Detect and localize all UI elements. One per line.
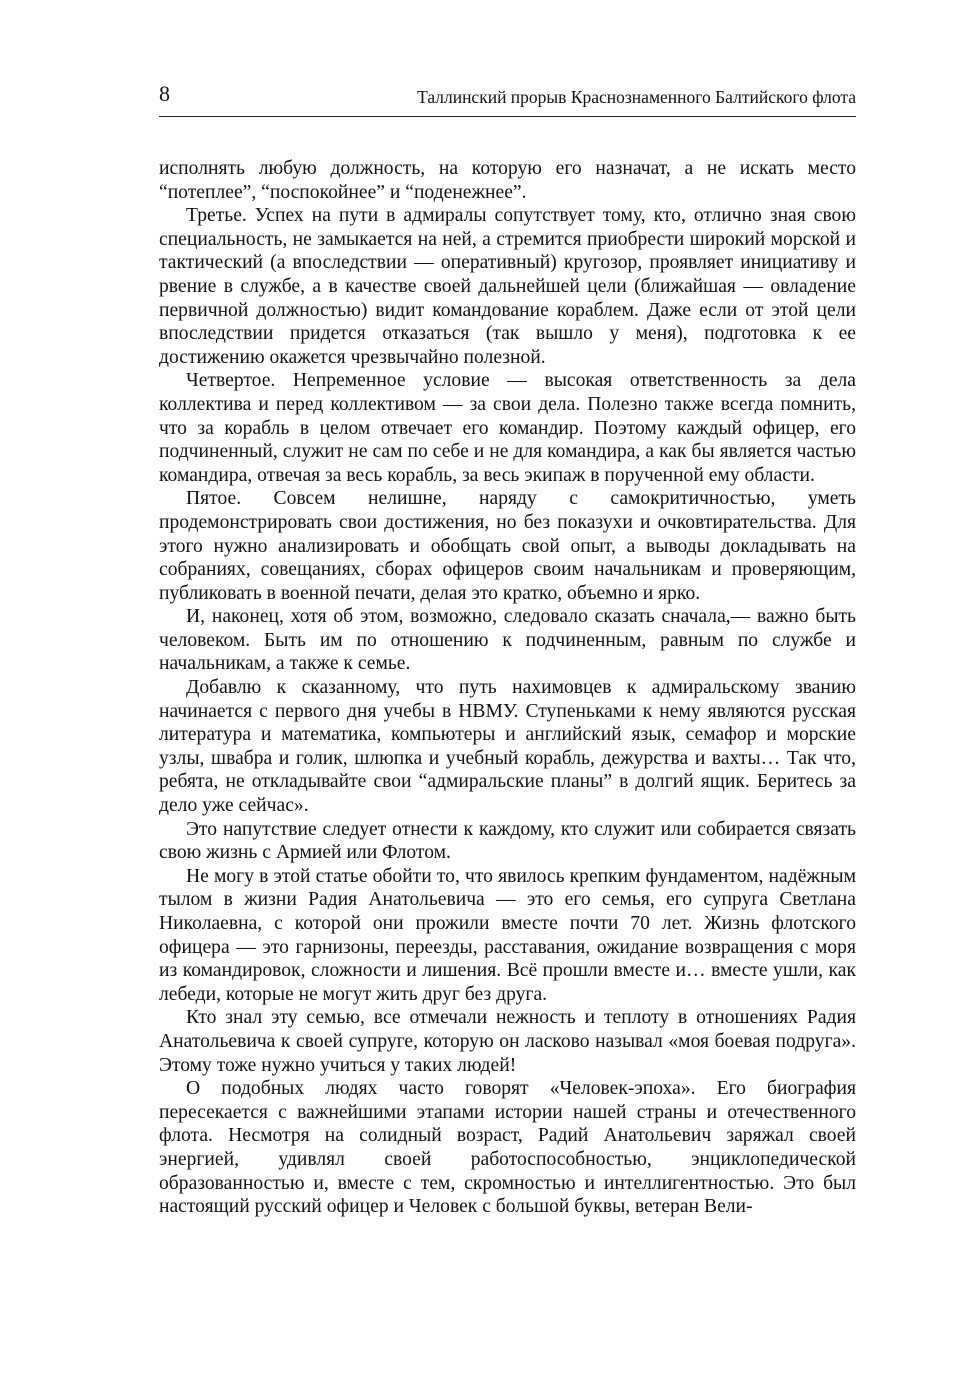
page-number: 8 (159, 81, 170, 106)
body-text (159, 157, 856, 1219)
paragraph: О подобных людях часто говорят «Человек-эпоха». Его биография пересекается с важнейшими этапами истории нашей страны и отечественного флота. Несмотря на солидный возраст, Радий Анатольевич заряжал своей энергией, удивлял своей работоспособностью, энциклопедической образованностью и, вместе с тем, скромностью и интеллигентностью. Это был настоящий русский офицер и Человек с большой буквы, ветеран Вели- (159, 1078, 856, 1218)
running-title: Таллинский прорыв Краснознаменного Балтийского флота (417, 87, 856, 107)
paragraph: Третье. Успех на пути в адмиралы сопутствует тому, кто, отлично зная свою специальность, не замыкается на ней, а стремится приобрести широкий морской и тактический (а впоследствии — оперативный) кругозор, проявляет инициативу и рвение в службе, а в качестве своей дальнейшей цели (ближайшая — овладение первичной должностью) видит командование кораблем. Даже если от этой цели впоследствии придется отказаться (так вышло у меня), подготовка к ее достижению окажется чрезвычайно полезной. (159, 205, 856, 368)
paragraph: И, наконец, хотя об этом, возможно, следовало сказать сначала,— важно быть человеком. Быть им по отношению к подчиненным, равным по службе и начальникам, а также к семье. (159, 606, 856, 675)
paragraph-continued: исполнять любую должность, на которую его назначат, а не искать место “потеплее”, “поспокойнее” и “поденежнее”. (159, 158, 856, 203)
paragraph: Кто знал эту семью, все отмечали нежность и теплоту в отношениях Радия Анатольевича к своей супруге, которую он ласково называл «моя боевая подруга». Этому тоже нужно учиться у таких людей! (159, 1007, 856, 1076)
paragraph: Пятое. Совсем нелишне, наряду с самокритичностью, уметь продемонстрировать свои достижения, но без показухи и очковтирательства. Для этого нужно анализировать и обобщать свой опыт, а выводы докладывать на собраниях, совещаниях, сборах офицеров своим начальникам и проверяющим, публиковать в военной печати, делая это кратко, объемно и ярко. (159, 488, 856, 604)
running-head (159, 80, 856, 117)
paragraph: Это напутствие следует отнести к каждому, кто служит или собирается связать свою жизнь с Армией или Флотом. (159, 818, 856, 864)
paragraph: Не могу в этой статье обойти то, что явилось крепким фундаментом, надёжным тылом в жизни Радия Анатольевича — это его семья, его супруга Светлана Николаевна, с которой они прожили вместе почти 70 лет. Жизнь флотского офицера — это гарнизоны, переезды, расставания, ожидание возвращения с моря из командировок, сложности и лишения. Всё прошли вместе и… вместе ушли, как лебеди, которые не могут жить друг без друга. (159, 865, 856, 1005)
paragraph: Добавлю к сказанному, что путь нахимовцев к адмиральскому званию начинается с первого дня учебы в НВМУ. Ступеньками к нему являются русская литература и математика, компьютеры и английский язык, семафор и морские узлы, швабра и голик, шлюпка и учебный корабль, дежурства и вахты… Так что, ребята, не откладывайте свои “адмиральские планы” в долгий ящик. Беритесь за дело уже сейчас». (159, 677, 856, 817)
paragraph: Четвертое. Непременное условие — высокая ответственность за дела коллектива и перед коллективом — за свои дела. Полезно также всегда помнить, что за корабль в целом отвечает его командир. Поэтому каждый офицер, его подчиненный, служит не сам по себе и не для командира, а как бы является частью командира, отвечая за весь корабль, за весь экипаж в порученной ему области. (159, 370, 856, 486)
